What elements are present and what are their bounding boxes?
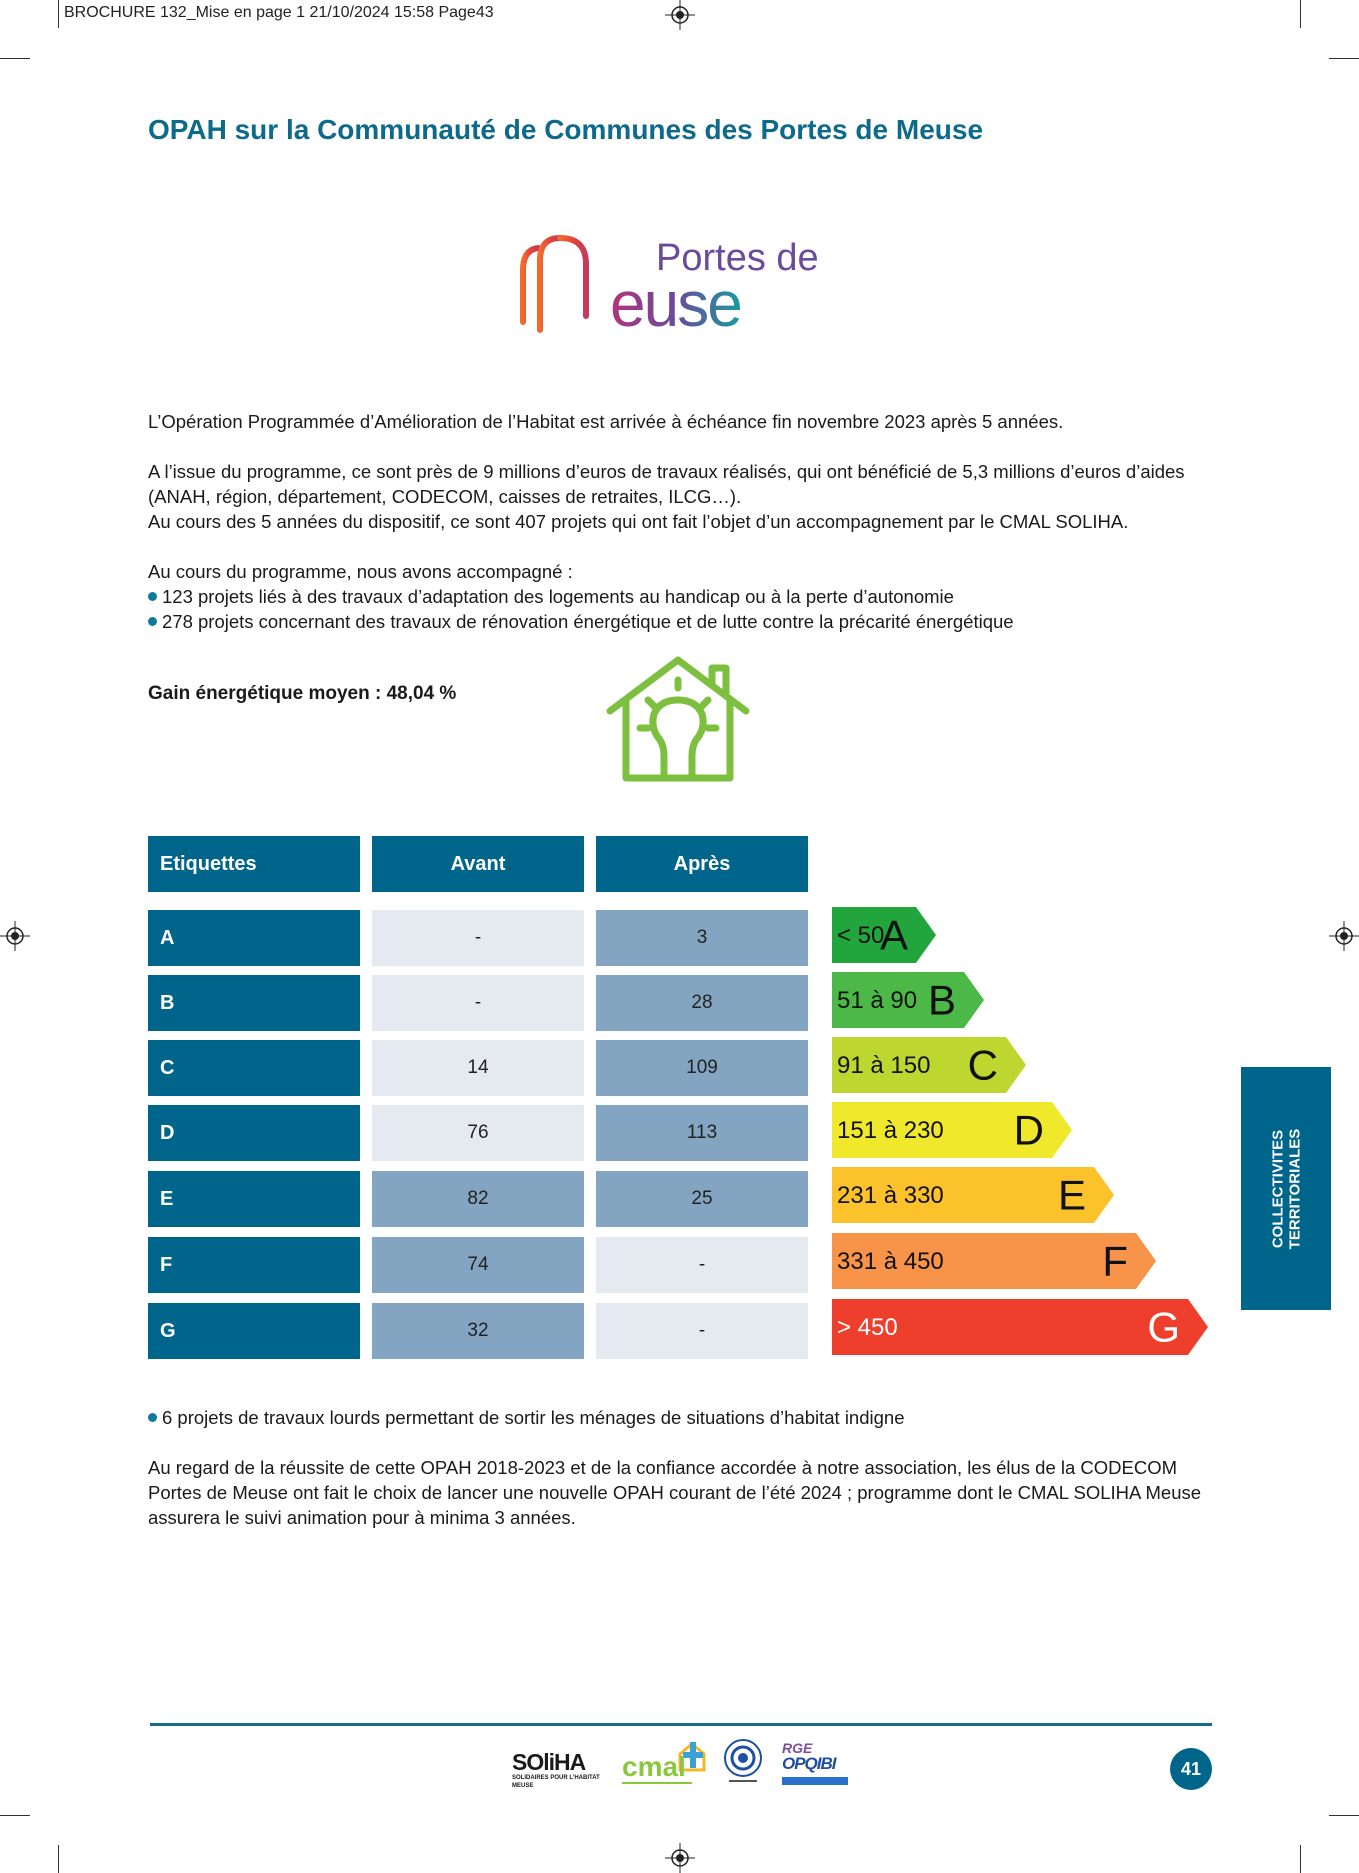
table-row-label: A <box>148 910 360 966</box>
projects-paragraph: Au cours des 5 années du dispositif, ce sont 407 projets qui ont fait l’objet d’un accompagnement par le CMAL SOLIHA. <box>148 511 1129 532</box>
bullet-text: 278 projets concernant des travaux de rénovation énergétique et de lutte contre la précarité énergétique <box>162 611 1014 632</box>
table-header-after: Après <box>596 836 808 892</box>
rge-opqibi-logo <box>782 1741 852 1791</box>
table-header-before: Avant <box>372 836 584 892</box>
energy-letter-label: C <box>967 1041 998 1089</box>
crop-mark <box>1329 58 1359 59</box>
bullet-dot-icon <box>148 592 157 601</box>
table-cell-after: - <box>596 1237 808 1293</box>
crop-mark <box>58 0 59 28</box>
energy-rating-scale <box>832 907 1222 1362</box>
opqibi-band <box>782 1777 848 1785</box>
energy-letter-label: B <box>927 976 956 1024</box>
table-cell-after: - <box>596 1303 808 1359</box>
registration-mark-icon <box>0 921 30 951</box>
logo-text-meuse: euse <box>610 268 741 340</box>
energy-range-label: 151 à 230 <box>837 1116 944 1144</box>
energy-letter-label: E <box>1057 1171 1086 1219</box>
printer-slug: BROCHURE 132_Mise en page 1 21/10/2024 15:58 Page43 <box>64 4 494 21</box>
bullet-text: 6 projets de travaux lourds permettant de sortir les ménages de situations d’habitat indigne <box>162 1407 905 1428</box>
table-cell-before: 82 <box>372 1171 584 1227</box>
cmal-logo-text: cmal <box>622 1751 686 1782</box>
energy-range-label: 331 à 450 <box>837 1247 944 1275</box>
opqibi-text: OPQIBI <box>782 1754 836 1773</box>
closing-paragraph: Au regard de la réussite de cette OPAH 2018-2023 et de la confiance accordée à notre association, les élus de la CODECOM Portes de Meuse ont fait le choix de lancer une nouvelle OPAH courant de l’été 2024 ; programme dont le CMAL SOLIHA Meuse assurera le suivi animation pour à minima 3 années. <box>148 1457 1202 1528</box>
page-title: OPAH sur la Communauté de Communes des Portes de Meuse <box>148 114 984 145</box>
table-row-label: F <box>148 1237 360 1293</box>
energy-gain-label: Gain énergétique moyen : 48,04 % <box>148 683 457 704</box>
crop-mark <box>1329 1815 1359 1816</box>
programme-intro: Au cours du programme, nous avons accompagné : <box>148 561 573 582</box>
table-cell-after: 109 <box>596 1040 808 1096</box>
table-row-label: G <box>148 1303 360 1359</box>
table-cell-after: 28 <box>596 975 808 1031</box>
soliha-logo-text: SOliHA <box>512 1749 586 1775</box>
table-row-label: D <box>148 1105 360 1161</box>
energy-letter-label: A <box>879 911 908 959</box>
table-cell-before: - <box>372 910 584 966</box>
soliha-logo <box>512 1751 604 1797</box>
energy-range-label: 91 à 150 <box>837 1051 931 1079</box>
page-number: 41 <box>1170 1748 1212 1790</box>
energy-range-label: < 50 <box>837 921 885 949</box>
registration-mark-icon <box>1329 921 1359 951</box>
bullet-dot-icon <box>148 617 157 626</box>
table-cell-after: 25 <box>596 1171 808 1227</box>
table-cell-before: - <box>372 975 584 1031</box>
rge-text: RGE <box>782 1740 813 1756</box>
table-row-label: E <box>148 1171 360 1227</box>
crop-mark <box>58 1845 59 1873</box>
intro-paragraph: L’Opération Programmée d’Amélioration de l’Habitat est arrivée à échéance fin novembre 2023 après 5 années. <box>148 411 1064 432</box>
energy-range-label: 231 à 330 <box>837 1181 944 1209</box>
energy-letter-label: F <box>1102 1237 1128 1285</box>
table-cell-before: 14 <box>372 1040 584 1096</box>
table-header-label: Etiquettes <box>148 836 360 892</box>
side-tab-label <box>1269 1128 1303 1249</box>
bullet-item <box>148 609 1213 634</box>
crop-mark <box>1300 1845 1301 1873</box>
table-cell-before: 32 <box>372 1303 584 1359</box>
registration-mark-icon <box>665 1843 695 1873</box>
energy-house-icon <box>604 656 752 784</box>
cmal-house-icon <box>620 1740 710 1790</box>
energy-letter-label: G <box>1147 1303 1180 1351</box>
crop-mark <box>0 1815 30 1816</box>
table-cell-after: 113 <box>596 1105 808 1161</box>
table-cell-after: 3 <box>596 910 808 966</box>
seal-logo-icon <box>723 1738 763 1788</box>
section-side-tab <box>1241 1067 1331 1310</box>
energy-range-label: > 450 <box>837 1313 898 1341</box>
cmal-logo <box>620 1740 710 1790</box>
crop-mark <box>1300 0 1301 28</box>
funding-paragraph: A l’issue du programme, ce sont près de 9 millions d’euros de travaux réalisés, qui ont bénéficié de 5,3 millions d’euros d’aides (ANAH, région, département, CODECOM, caisses de retraites, ILCG…). <box>148 461 1185 507</box>
table-row-label: C <box>148 1040 360 1096</box>
soliha-logo-tagline: SOLIDAIRES POUR L’HABITAT <box>512 1775 600 1781</box>
energy-letter-label: D <box>1013 1106 1044 1154</box>
table-row-label: B <box>148 975 360 1031</box>
logo-text-portes: Portes de <box>656 237 819 279</box>
soliha-logo-meuse: MEUSE <box>512 1783 534 1789</box>
bullet-item <box>148 1405 1213 1430</box>
table-cell-before: 74 <box>372 1237 584 1293</box>
footer-divider <box>150 1723 1212 1726</box>
side-tab-line: COLLECTIVITES <box>1269 1129 1287 1248</box>
crop-mark <box>0 58 30 59</box>
bullet-dot-icon <box>148 1413 157 1422</box>
bullet-text: 123 projets liés à des travaux d’adaptation des logements au handicap ou à la perte d’autonomie <box>162 586 954 607</box>
side-tab-line: TERRITORIALES <box>1286 1128 1304 1249</box>
table-cell-before: 76 <box>372 1105 584 1161</box>
energy-range-label: 51 à 90 <box>837 986 918 1014</box>
bullet-item <box>148 584 1213 609</box>
portes-de-meuse-logo <box>518 230 844 342</box>
registration-mark-icon <box>665 0 695 30</box>
